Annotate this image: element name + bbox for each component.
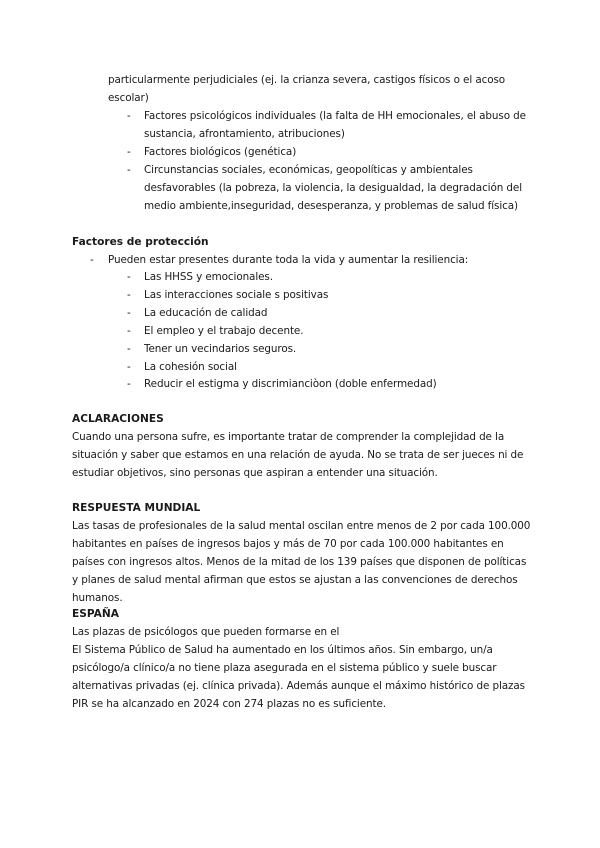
paragraph-line: países con ingresos altos. Menos de la mitad de los 139 países que disponen de políticas xyxy=(72,556,527,568)
bullet-dash: - xyxy=(127,361,131,373)
bullet-dash: - xyxy=(127,271,131,283)
paragraph-line: Cuando una persona sufre, es importante tratar de comprender la complejidad de la xyxy=(72,431,505,443)
protection-item: La educación de calidad xyxy=(144,307,268,319)
paragraph-line: habitantes en países de ingresos bajos y más de 70 por cada 100.000 habitantes en xyxy=(72,538,504,550)
risk-item-line: medio ambiente,inseguridad, desesperanza, y problemas de salud física) xyxy=(144,200,518,212)
paragraph-line: Las plazas de psicólogos que pueden formarse en el xyxy=(72,626,340,638)
bullet-dash: - xyxy=(127,378,131,390)
protection-item: La cohesión social xyxy=(144,361,237,373)
risk-item-line: Factores psicológicos individuales (la falta de HH emocionales, el abuso de xyxy=(144,110,526,122)
bullet-dash: - xyxy=(127,325,131,337)
bullet-dash: - xyxy=(127,146,131,158)
risk-item-line: sustancia, afrontamiento, atribuciones) xyxy=(144,128,345,140)
paragraph-line: estudiar objetivos, sino personas que aspiran a entender una situación. xyxy=(72,467,438,479)
protection-intro: Pueden estar presentes durante toda la vida y aumentar la resiliencia: xyxy=(108,254,469,266)
bullet-dash: - xyxy=(127,110,131,122)
protection-item: Las interacciones sociale s positivas xyxy=(144,289,329,301)
intro-line: escolar) xyxy=(108,92,149,104)
paragraph-line: alternativas privadas (ej. clínica privada). Además aunque el máximo histórico de plazas xyxy=(72,680,525,692)
protection-item: Tener un vecindarios seguros. xyxy=(144,343,297,355)
section-heading-espana: ESPAÑA xyxy=(72,608,119,620)
bullet-dash: - xyxy=(90,254,94,266)
paragraph-line: El Sistema Público de Salud ha aumentado en los últimos años. Sin embargo, un/a xyxy=(72,644,493,656)
section-heading-respuesta: RESPUESTA MUNDIAL xyxy=(72,502,201,514)
paragraph-line: y planes de salud mental afirman que estos se ajustan a las convenciones de derechos xyxy=(72,574,518,586)
protection-item: El empleo y el trabajo decente. xyxy=(144,325,304,337)
bullet-dash: - xyxy=(127,164,131,176)
paragraph-line: humanos. xyxy=(72,592,123,604)
protection-item: Las HHSS y emocionales. xyxy=(144,271,273,283)
risk-item-line: desfavorables (la pobreza, la violencia, la desigualdad, la degradación del xyxy=(144,182,522,194)
paragraph-line: Las tasas de profesionales de la salud mental oscilan entre menos de 2 por cada 100.000 xyxy=(72,520,531,532)
risk-item-line: Circunstancias sociales, económicas, geopolíticas y ambientales xyxy=(144,164,473,176)
paragraph-line: situación y saber que estamos en una relación de ayuda. No se trata de ser jueces ni de xyxy=(72,449,524,461)
section-heading-aclaraciones: ACLARACIONES xyxy=(72,413,164,425)
protection-item: Reducir el estigma y discrimianciòon (doble enfermedad) xyxy=(144,378,437,390)
paragraph-line: PIR se ha alcanzado en 2024 con 274 plazas no es suficiente. xyxy=(72,698,386,710)
bullet-dash: - xyxy=(127,307,131,319)
section-heading-protection: Factores de protección xyxy=(72,236,209,248)
risk-item-line: Factores biológicos (genética) xyxy=(144,146,297,158)
paragraph-line: psicólogo/a clínico/a no tiene plaza asegurada en el sistema público y suele buscar xyxy=(72,662,497,674)
bullet-dash: - xyxy=(127,343,131,355)
bullet-dash: - xyxy=(127,289,131,301)
intro-line: particularmente perjudiciales (ej. la crianza severa, castigos físicos o el acoso xyxy=(108,74,506,86)
